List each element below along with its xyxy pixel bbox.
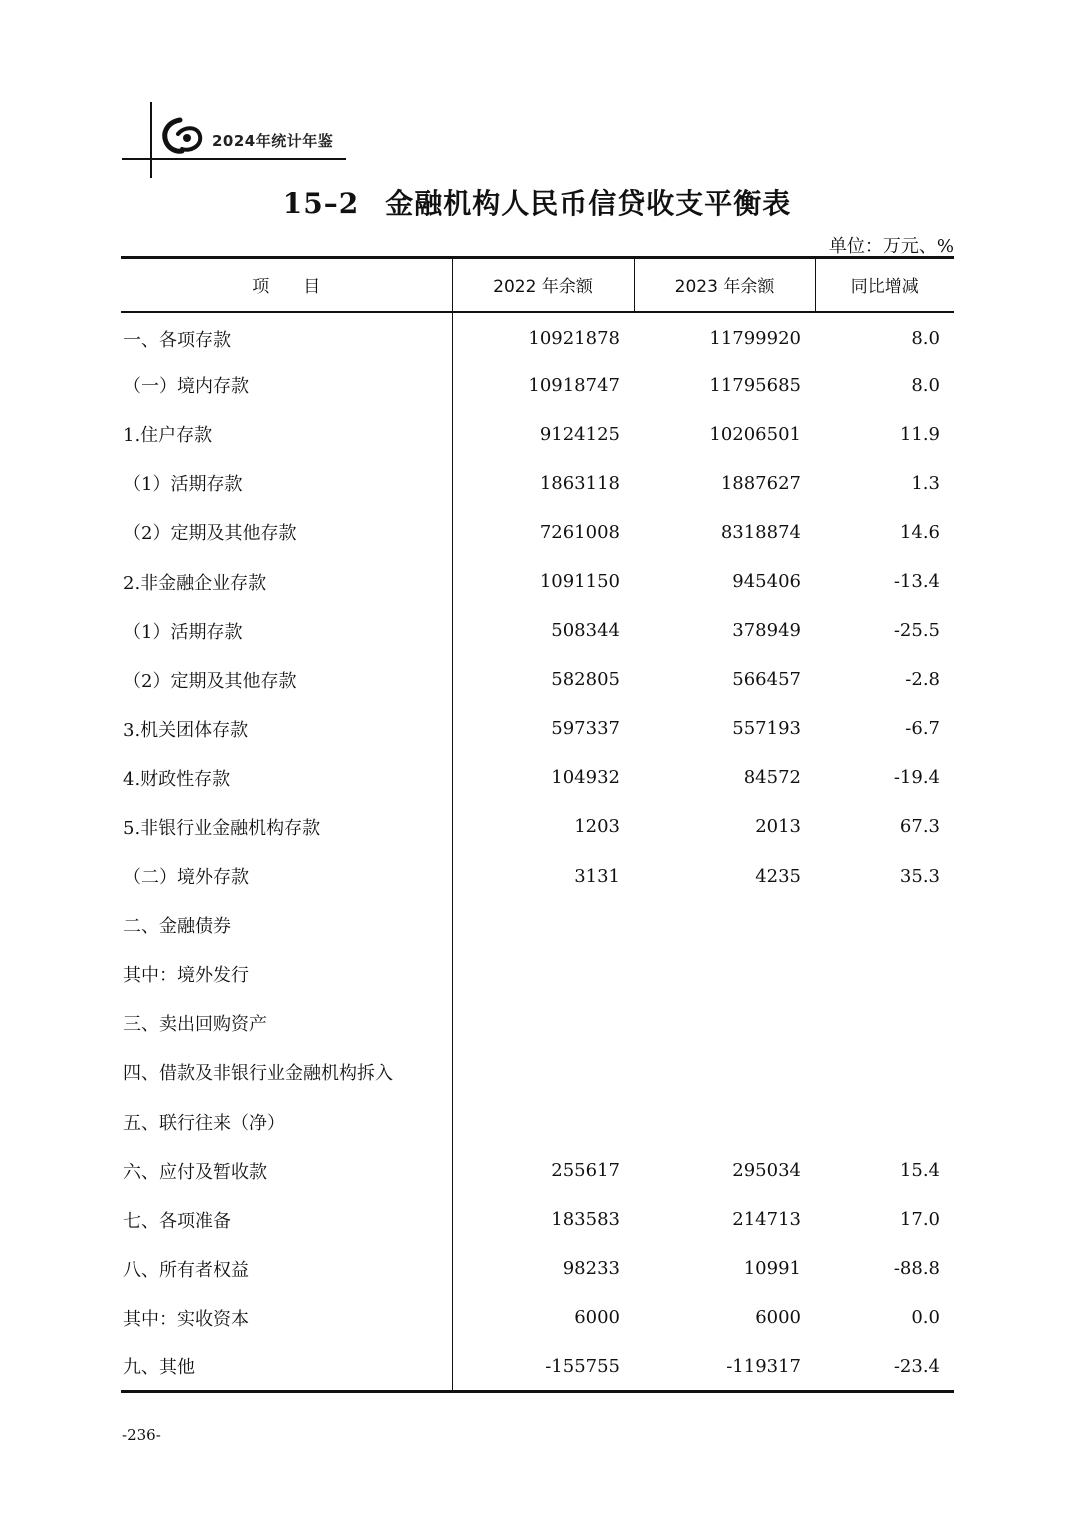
value-2022: 98233: [562, 1258, 620, 1280]
table-title: 金融机构人民币信贷收支平衡表: [385, 187, 792, 220]
value-yoy: 17.0: [899, 1209, 940, 1231]
value-2022: 7261008: [539, 521, 620, 543]
value-2023: 11795685: [709, 374, 801, 396]
value-yoy: [815, 999, 954, 1048]
value-2022: 10918747: [528, 374, 620, 396]
header-yoy: 同比增减: [815, 258, 954, 312]
table-row: [121, 950, 954, 999]
value-yoy: 14.6: [899, 521, 940, 543]
table-row: [121, 1195, 954, 1244]
value-2022: [452, 1097, 634, 1146]
table-row: [121, 410, 954, 459]
value-2023: 945406: [732, 571, 801, 593]
page-title: [0, 182, 1074, 222]
value-yoy: [815, 1048, 954, 1097]
value-2022: 1863118: [539, 472, 620, 494]
value-yoy: -25.5: [893, 620, 940, 642]
value-yoy: 8.0: [911, 328, 940, 350]
value-yoy: -2.8: [905, 669, 940, 691]
value-2023: 1887627: [720, 472, 801, 494]
row-label: 4.财政性存款: [121, 753, 452, 802]
value-2022: 597337: [551, 718, 620, 740]
value-2023: 557193: [732, 718, 801, 740]
header-item: 项 目: [121, 258, 452, 312]
row-label: 七、各项准备: [121, 1195, 452, 1244]
row-label: 六、应付及暂收款: [121, 1146, 452, 1195]
value-2022: 255617: [551, 1160, 620, 1182]
value-2023: 6000: [755, 1307, 801, 1329]
value-2023: 566457: [732, 669, 801, 691]
value-2022: 3131: [574, 865, 620, 887]
yearbook-header-text: 2024年统计年鉴: [212, 132, 334, 150]
header-horizontal-rule: [122, 158, 346, 160]
value-yoy: [815, 1097, 954, 1146]
table-row: [121, 1293, 954, 1342]
value-2023: -119317: [634, 1342, 815, 1391]
table-row: [121, 753, 954, 802]
row-label: （1）活期存款: [121, 459, 452, 508]
value-2023: 214713: [732, 1209, 801, 1231]
value-2022: 10921878: [528, 328, 620, 350]
value-yoy: -13.4: [893, 571, 940, 593]
value-2022: 582805: [551, 669, 620, 691]
value-yoy: -19.4: [893, 767, 940, 789]
row-label: 5.非银行业金融机构存款: [121, 802, 452, 851]
row-label: 一、各项存款: [121, 312, 452, 361]
value-2023: 2013: [755, 816, 801, 838]
value-2023: 10206501: [709, 423, 801, 445]
value-2022: 1091150: [539, 571, 620, 593]
value-2022: [452, 1048, 634, 1097]
table-row: [121, 459, 954, 508]
value-2023: 8318874: [720, 521, 801, 543]
value-2022: 104932: [551, 767, 620, 789]
table-row: [121, 508, 954, 557]
row-label: 3.机关团体存款: [121, 704, 452, 753]
unit-note: 单位：万元、%: [828, 236, 954, 257]
table-header-row: [121, 258, 954, 312]
value-2022: 508344: [551, 620, 620, 642]
value-yoy: -88.8: [893, 1258, 940, 1280]
value-yoy: 35.3: [899, 865, 940, 887]
value-2022: 9124125: [539, 423, 620, 445]
value-2023: [634, 999, 815, 1048]
value-yoy: -6.7: [905, 718, 940, 740]
value-2023: 10991: [743, 1258, 801, 1280]
row-label: （2）定期及其他存款: [121, 655, 452, 704]
row-label: 九、其他: [121, 1342, 452, 1391]
value-yoy: 11.9: [899, 423, 940, 445]
page-number: -236-: [122, 1426, 161, 1444]
value-2023: 378949: [732, 620, 801, 642]
value-2022: [452, 950, 634, 999]
value-2023: 295034: [732, 1160, 801, 1182]
table-row: [121, 312, 954, 361]
table-row: [121, 557, 954, 606]
row-label: （一）境内存款: [121, 361, 452, 410]
value-2023: 11799920: [709, 328, 801, 350]
row-label: 四、借款及非银行业金融机构拆入: [121, 1048, 452, 1097]
header-2023: 2023 年余额: [634, 258, 815, 312]
row-label: 其中：境外发行: [121, 950, 452, 999]
value-2022: -155755: [452, 1342, 634, 1391]
value-2023: 4235: [755, 865, 801, 887]
table-number: 15–2: [282, 187, 360, 220]
row-label: 八、所有者权益: [121, 1244, 452, 1293]
value-2022: [452, 999, 634, 1048]
table-row: [121, 361, 954, 410]
value-yoy: 15.4: [899, 1160, 940, 1182]
table-row: [121, 901, 954, 950]
value-2023: [634, 901, 815, 950]
value-2023: [634, 1048, 815, 1097]
value-yoy: [815, 901, 954, 950]
table-row: [121, 1048, 954, 1097]
value-2022: 183583: [551, 1209, 620, 1231]
table-row: [121, 852, 954, 901]
header-vertical-rule: [150, 102, 152, 178]
yearbook-logo-icon: [160, 116, 204, 156]
table-row: [121, 1244, 954, 1293]
table-row: [121, 1097, 954, 1146]
value-2022: 1203: [574, 816, 620, 838]
credit-balance-table: [121, 256, 954, 1393]
table-row: [121, 1342, 954, 1391]
row-label: （1）活期存款: [121, 606, 452, 655]
row-label: （二）境外存款: [121, 852, 452, 901]
row-label: （2）定期及其他存款: [121, 508, 452, 557]
value-2023: [634, 1097, 815, 1146]
row-label: 五、联行往来（净）: [121, 1097, 452, 1146]
row-label: 其中：实收资本: [121, 1293, 452, 1342]
value-yoy: [815, 950, 954, 999]
value-yoy: 0.0: [911, 1307, 940, 1329]
table-row: [121, 606, 954, 655]
row-label: 2.非金融企业存款: [121, 557, 452, 606]
row-label: 1.住户存款: [121, 410, 452, 459]
table-row: [121, 704, 954, 753]
value-2023: [634, 950, 815, 999]
table-row: [121, 655, 954, 704]
row-label: 二、金融债券: [121, 901, 452, 950]
header-2022: 2022 年余额: [452, 258, 634, 312]
value-yoy: 67.3: [899, 816, 940, 838]
table-row: [121, 999, 954, 1048]
table-row: [121, 802, 954, 851]
value-2022: [452, 901, 634, 950]
value-yoy: 1.3: [911, 472, 940, 494]
value-2022: 6000: [574, 1307, 620, 1329]
value-2023: 84572: [743, 767, 801, 789]
row-label: 三、卖出回购资产: [121, 999, 452, 1048]
table-row: [121, 1146, 954, 1195]
value-yoy: -23.4: [815, 1342, 954, 1391]
table-body: [121, 312, 954, 1392]
value-yoy: 8.0: [911, 374, 940, 396]
